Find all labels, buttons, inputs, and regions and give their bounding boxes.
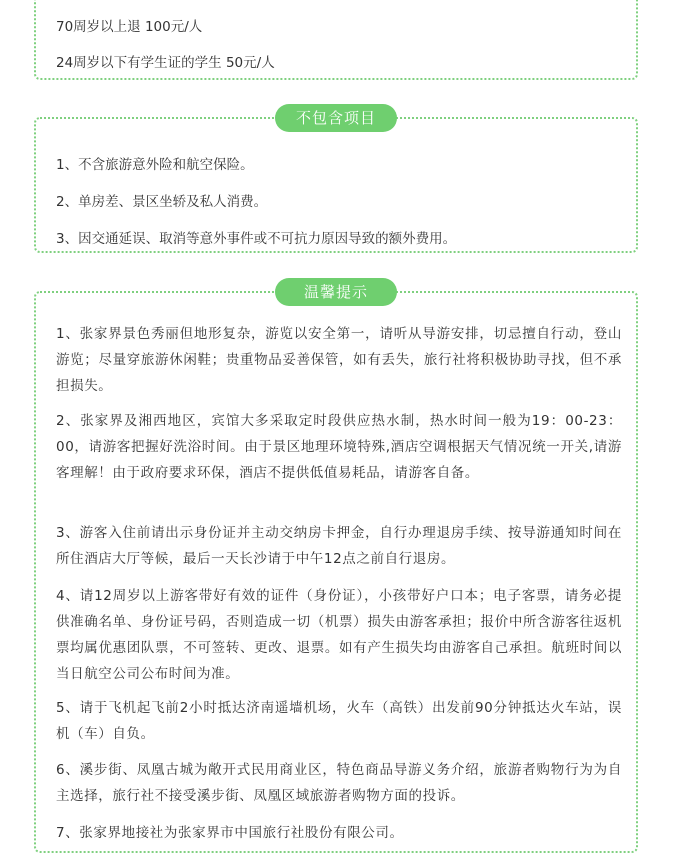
tip-item: 5、请于飞机起飞前2小时抵达济南遥墙机场，火车（高铁）出发前90分钟抵达火车站，误机（车）自负。 (56, 700, 622, 742)
tips-title: 温馨提示 (275, 278, 397, 306)
exclusion-item: 3、因交通延误、取消等意外事件或不可抗力原因导致的额外费用。 (56, 231, 457, 247)
exclusions-box (34, 109, 638, 253)
tip-item: 6、溪步街、凤凰古城为敞开式民用商业区，特色商品导游义务介绍，旅游者购物行为为自主选择，旅行社不接受溪步街、凤凰区域旅游者购物方面的投诉。 (56, 762, 622, 804)
tip-item: 4、请12周岁以上游客带好有效的证件（身份证），小孩带好户口本；电子客票，请务必提供准确名单、身份证号码，否则造成一切（机票）损失由游客承担；报价中所含游客往返机票均属优惠团队票，不可签转、更改、退票。如有产生损失均由游客自己承担。航班时间以当日航空公司公布时间为准。 (56, 588, 622, 682)
exclusions-title: 不包含项目 (275, 104, 397, 132)
exclusion-item: 2、单房差、景区坐轿及私人消费。 (56, 194, 268, 210)
tip-item: 1、张家界景色秀丽但地形复杂，游览以安全第一，请听从导游安排，切忌擅自行动，登山游览；尽量穿旅游休闲鞋；贵重物品妥善保管，如有丢失，旅行社将积极协助寻找，但不承担损失。 (56, 326, 622, 394)
tip-item: 2、张家界及湘西地区，宾馆大多采取定时段供应热水制，热水时间一般为19：00-23：00，请游客把握好洗浴时间。由于景区地理环境特殊,酒店空调根据天气情况统一开关,请游客理解！由于政府要求环保，酒店不提供低值易耗品，请游客自备。 (56, 413, 622, 481)
student-refund-note: 24周岁以下有学生证的学生 50元/人 (56, 55, 275, 71)
exclusion-item: 1、不含旅游意外险和航空保险。 (56, 157, 254, 173)
tip-item: 3、游客入住前请出示身份证并主动交纳房卡押金，自行办理退房手续、按导游通知时间在所住酒店大厅等候，最后一天长沙请于中午12点之前自行退房。 (56, 525, 622, 567)
price-notes-box (34, 0, 638, 80)
tips-box (34, 283, 638, 853)
tip-item: 7、张家界地接社为张家界市中国旅行社股份有限公司。 (56, 825, 404, 841)
senior-refund-note: 70周岁以上退 100元/人 (56, 19, 203, 35)
